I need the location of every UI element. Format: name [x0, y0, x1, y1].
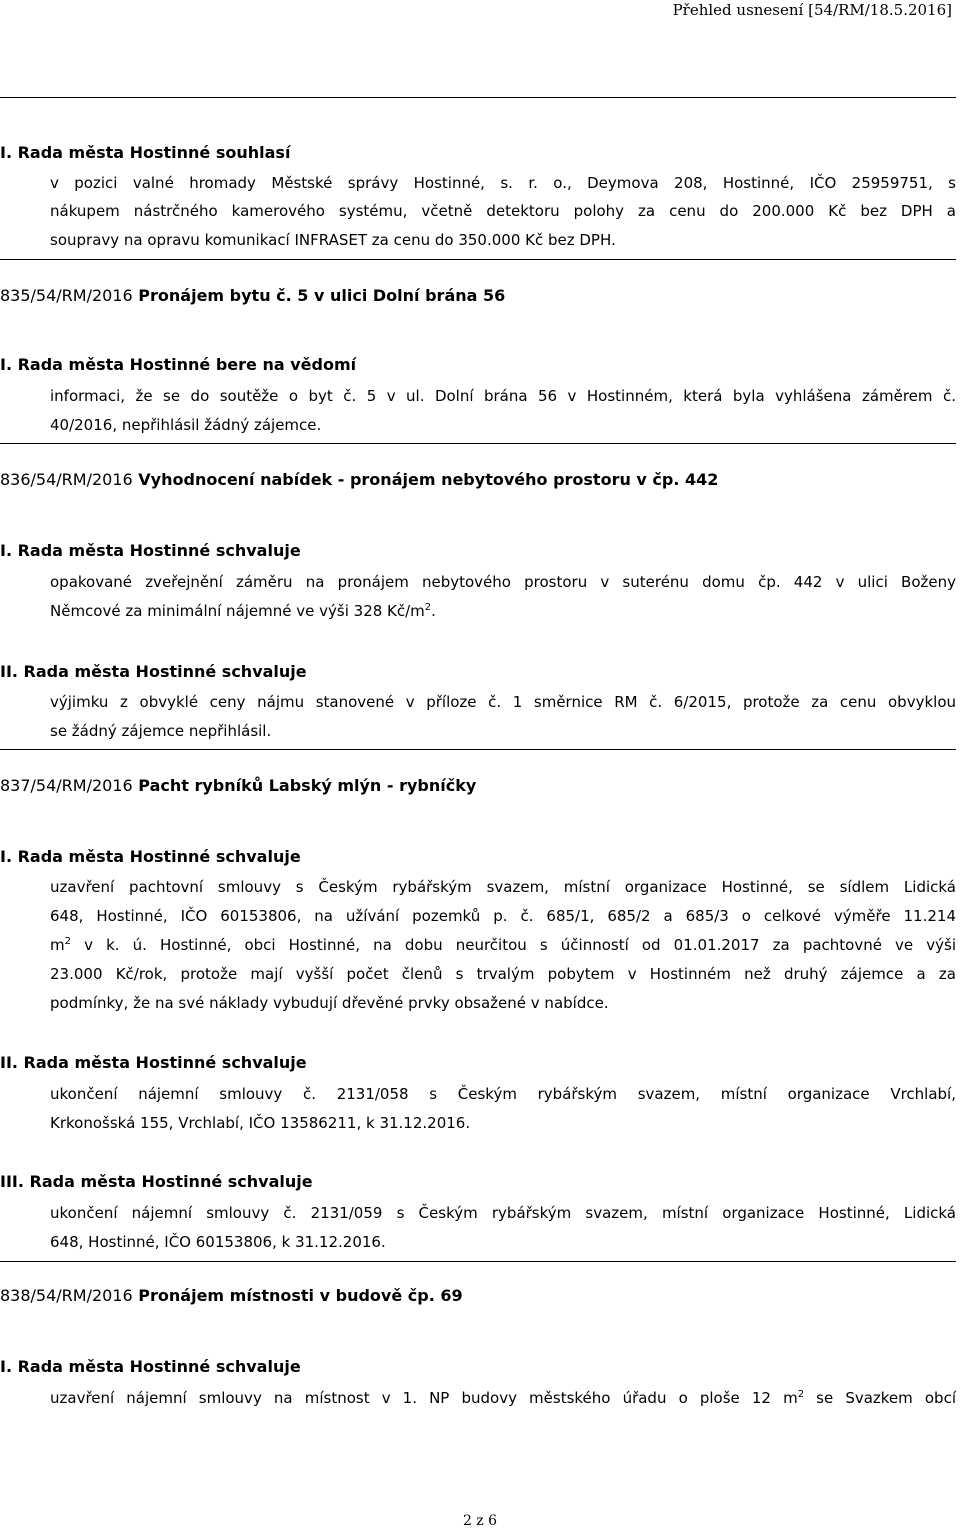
resolution-title	[0, 286, 505, 306]
superscript: 2	[424, 602, 432, 613]
resolution-heading: I. Rada města Hostinné schvaluje	[0, 1357, 301, 1376]
divider	[0, 259, 956, 260]
resolution-title	[0, 470, 718, 490]
resolution-text-line: uzavření pachtovní smlouvy s Českým rybářským svazem, místní organizace Hostinné, se sídlem Lidická	[50, 878, 956, 896]
resolution-text-line: opakované zveřejnění záměru na pronájem nebytového prostoru v suterénu domu čp. 442 v ulici Boženy	[50, 573, 956, 591]
text-fragment: se Svazkem obcí	[804, 1389, 956, 1407]
resolution-number: 837/54/RM/2016	[0, 776, 133, 795]
resolution-text-line: výjimku z obvyklé ceny nájmu stanovené v příloze č. 1 směrnice RM č. 6/2015, protože za cenu obvyklou	[50, 693, 956, 711]
page-footer	[0, 1513, 960, 1529]
resolution-number: 835/54/RM/2016	[0, 286, 133, 305]
resolution-text-line: Krkonošská 155, Vrchlabí, IČO 13586211, k 31.12.2016.	[50, 1114, 471, 1132]
resolution-text-line: ukončení nájemní smlouvy č. 2131/059 s Českým rybářským svazem, místní organizace Hostinné, Lidická	[50, 1204, 956, 1222]
page-header-title: Přehled usnesení [54/RM/18.5.2016]	[672, 1, 952, 19]
resolution-number: 836/54/RM/2016	[0, 470, 133, 489]
resolution-heading: III. Rada města Hostinné schvaluje	[0, 1172, 313, 1191]
resolution-text-line: 648, Hostinné, IČO 60153806, k 31.12.2016.	[50, 1233, 386, 1251]
resolution-subject: Vyhodnocení nabídek - pronájem nebytového prostoru v čp. 442	[138, 470, 719, 489]
resolution-title	[0, 1286, 463, 1306]
resolution-heading: II. Rada města Hostinné schvaluje	[0, 1053, 307, 1072]
resolution-text-line	[50, 601, 956, 621]
resolution-heading: I. Rada města Hostinné schvaluje	[0, 847, 301, 866]
resolution-subject: Pronájem bytu č. 5 v ulici Dolní brána 56	[138, 286, 506, 305]
resolution-text-line: nákupem nástrčného kamerového systému, včetně detektoru polohy za cenu do 200.000 Kč bez DPH a	[50, 202, 956, 220]
superscript: 2	[64, 936, 71, 947]
resolution-text-line	[50, 935, 956, 955]
text-fragment: .	[431, 602, 436, 620]
divider	[0, 1261, 956, 1262]
text-fragment: Němcové za minimální nájemné ve výši 328 Kč/m	[50, 602, 425, 620]
resolution-text-line: v pozici valné hromady Městské správy Hostinné, s. r. o., Deymova 208, Hostinné, IČO 25959751, s	[50, 174, 956, 192]
text-fragment: v k. ú. Hostinné, obci Hostinné, na dobu neurčitou s účinností od 01.01.2017 za pachtovné ve výši	[71, 936, 956, 954]
divider	[0, 749, 956, 750]
resolution-heading: I. Rada města Hostinné souhlasí	[0, 143, 291, 162]
divider	[0, 97, 956, 98]
page-number: 2 z 6	[462, 1513, 498, 1529]
resolution-text-line: 648, Hostinné, IČO 60153806, na užívání pozemků p. č. 685/1, 685/2 a 685/3 o celkové výměře 11.214	[50, 907, 956, 925]
resolution-subject: Pronájem místnosti v budově čp. 69	[138, 1286, 463, 1305]
page-header	[0, 0, 960, 19]
resolution-text-line: 40/2016, nepřihlásil žádný zájemce.	[50, 416, 322, 434]
resolution-text-line: podmínky, že na své náklady vybudují dřevěné prvky obsažené v nabídce.	[50, 994, 609, 1012]
resolution-text-line: 23.000 Kč/rok, protože mají vyšší počet členů s trvalým pobytem v Hostinném než druhý zájemce a za	[50, 965, 956, 983]
resolution-text-line: se žádný zájemce nepřihlásil.	[50, 722, 272, 740]
resolution-heading: I. Rada města Hostinné bere na vědomí	[0, 355, 357, 374]
resolution-text-line: ukončení nájemní smlouvy č. 2131/058 s Českým rybářským svazem, místní organizace Vrchlabí,	[50, 1085, 956, 1103]
resolution-heading: II. Rada města Hostinné schvaluje	[0, 662, 307, 681]
resolution-heading: I. Rada města Hostinné schvaluje	[0, 541, 301, 560]
resolution-text-line	[50, 1388, 956, 1408]
resolution-number: 838/54/RM/2016	[0, 1286, 133, 1305]
resolution-title	[0, 776, 476, 796]
text-fragment: m	[50, 936, 65, 954]
resolution-text-line: informaci, že se do soutěže o byt č. 5 v ul. Dolní brána 56 v Hostinném, která byla vyhlášena záměrem č.	[50, 387, 956, 405]
resolution-text-line: soupravy na opravu komunikací INFRASET za cenu do 350.000 Kč bez DPH.	[50, 231, 616, 249]
divider	[0, 443, 956, 444]
superscript: 2	[797, 1389, 805, 1400]
text-fragment: uzavření nájemní smlouvy na místnost v 1. NP budovy městského úřadu o ploše 12 m	[50, 1389, 798, 1407]
resolution-subject: Pacht rybníků Labský mlýn - rybníčky	[138, 776, 477, 795]
